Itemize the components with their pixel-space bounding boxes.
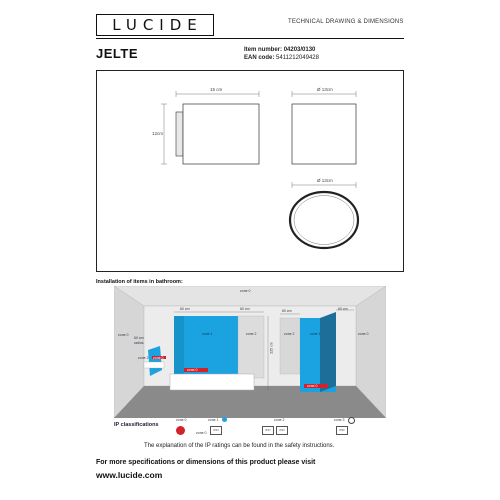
item-number-row	[244, 47, 315, 53]
wall-plate	[176, 112, 183, 156]
zone-2-bath-label: zone 2	[246, 332, 257, 336]
radius-label: radius	[134, 341, 144, 345]
footer-url[interactable]: www.lucide.com	[96, 470, 163, 480]
ean-row	[244, 55, 319, 61]
no-entry-icon	[176, 426, 185, 435]
side-view	[161, 91, 259, 164]
lamp-round-inner	[294, 196, 354, 245]
red-tag-sink-text: zone 0	[153, 356, 164, 360]
water-drop-icon	[222, 417, 227, 422]
diameter-bottom: Ø 13cm	[317, 178, 333, 183]
red-tag-bath-text: zone 0	[187, 368, 198, 372]
dim-60-a: 60 cm	[180, 307, 190, 311]
item-number-value: 04203/0130	[283, 47, 316, 53]
bottom-view	[290, 182, 358, 248]
diameter-front: Ø 13cm	[317, 87, 333, 92]
dim-side-60: 60 cm	[134, 336, 144, 340]
product-name: JELTE	[96, 46, 138, 61]
footer-more-info: For more specifications or dimensions of this product please visit	[96, 459, 316, 466]
brand-logo	[96, 14, 214, 36]
logo-text: LUCIDE	[112, 16, 203, 34]
bathroom-section-title: Installation of items in bathroom:	[96, 279, 183, 285]
dim-225: 225 cm	[269, 342, 274, 354]
ipx7-box: IPX7	[262, 426, 274, 435]
floor	[114, 386, 386, 418]
ip-zone-2: zone 2	[274, 418, 285, 422]
ip-zone-3: zone 3	[334, 418, 345, 422]
header-divider	[96, 38, 404, 39]
sink	[144, 362, 164, 368]
zone-1-bath-side	[174, 316, 184, 378]
ip44-box: IP44	[276, 426, 288, 435]
shower-side-wall	[320, 312, 336, 392]
ip-title: IP classifications	[114, 422, 159, 428]
zone-1-bath-label: zone 1	[202, 332, 213, 336]
zone-1-shower-label: zone 1	[310, 332, 321, 336]
ip-zone-0: zone 0	[176, 418, 187, 422]
red-tag-shower-text: zone 0	[307, 384, 318, 388]
bathtub	[170, 374, 254, 390]
drop-outline-icon	[348, 417, 355, 424]
ip-zone-0b: zone 0	[196, 431, 207, 435]
dim-60-c: 60 cm	[282, 309, 292, 313]
item-number-label: Item number:	[244, 47, 283, 53]
technical-drawing	[96, 70, 404, 272]
zone-2-shower-label: zone 2	[284, 332, 295, 336]
lamp-body-front	[292, 104, 356, 164]
ip-zone-1: zone 1	[208, 418, 219, 422]
dim-60-b: 60 cm	[240, 307, 250, 311]
zone-0-left-label: zone 0	[118, 333, 129, 337]
zone-2-bath-area	[238, 316, 264, 378]
front-view	[292, 91, 356, 164]
zone-2-shower-area	[280, 318, 300, 374]
zone-0-right-label: zone 0	[358, 332, 369, 336]
lamp-body-side	[183, 104, 259, 164]
ip-note: The explanation of the IP ratings can be found in the safety instructions.	[144, 443, 335, 449]
ean-value: 5411212049428	[276, 55, 319, 61]
ip20-box: IP20	[336, 426, 348, 435]
height-dimension: 12cm	[152, 131, 164, 136]
ean-label: EAN code:	[244, 55, 275, 61]
zone-2-left-label: zone 2	[138, 356, 149, 360]
ipx4-box: IPX4	[210, 426, 222, 435]
zone-0-ceiling-label: zone 0	[240, 289, 251, 293]
dim-60-d: 60 cm	[338, 307, 348, 311]
document-title: TECHNICAL DRAWING & DIMENSIONS	[288, 19, 404, 25]
width-dimension: 15 cm	[210, 87, 223, 92]
